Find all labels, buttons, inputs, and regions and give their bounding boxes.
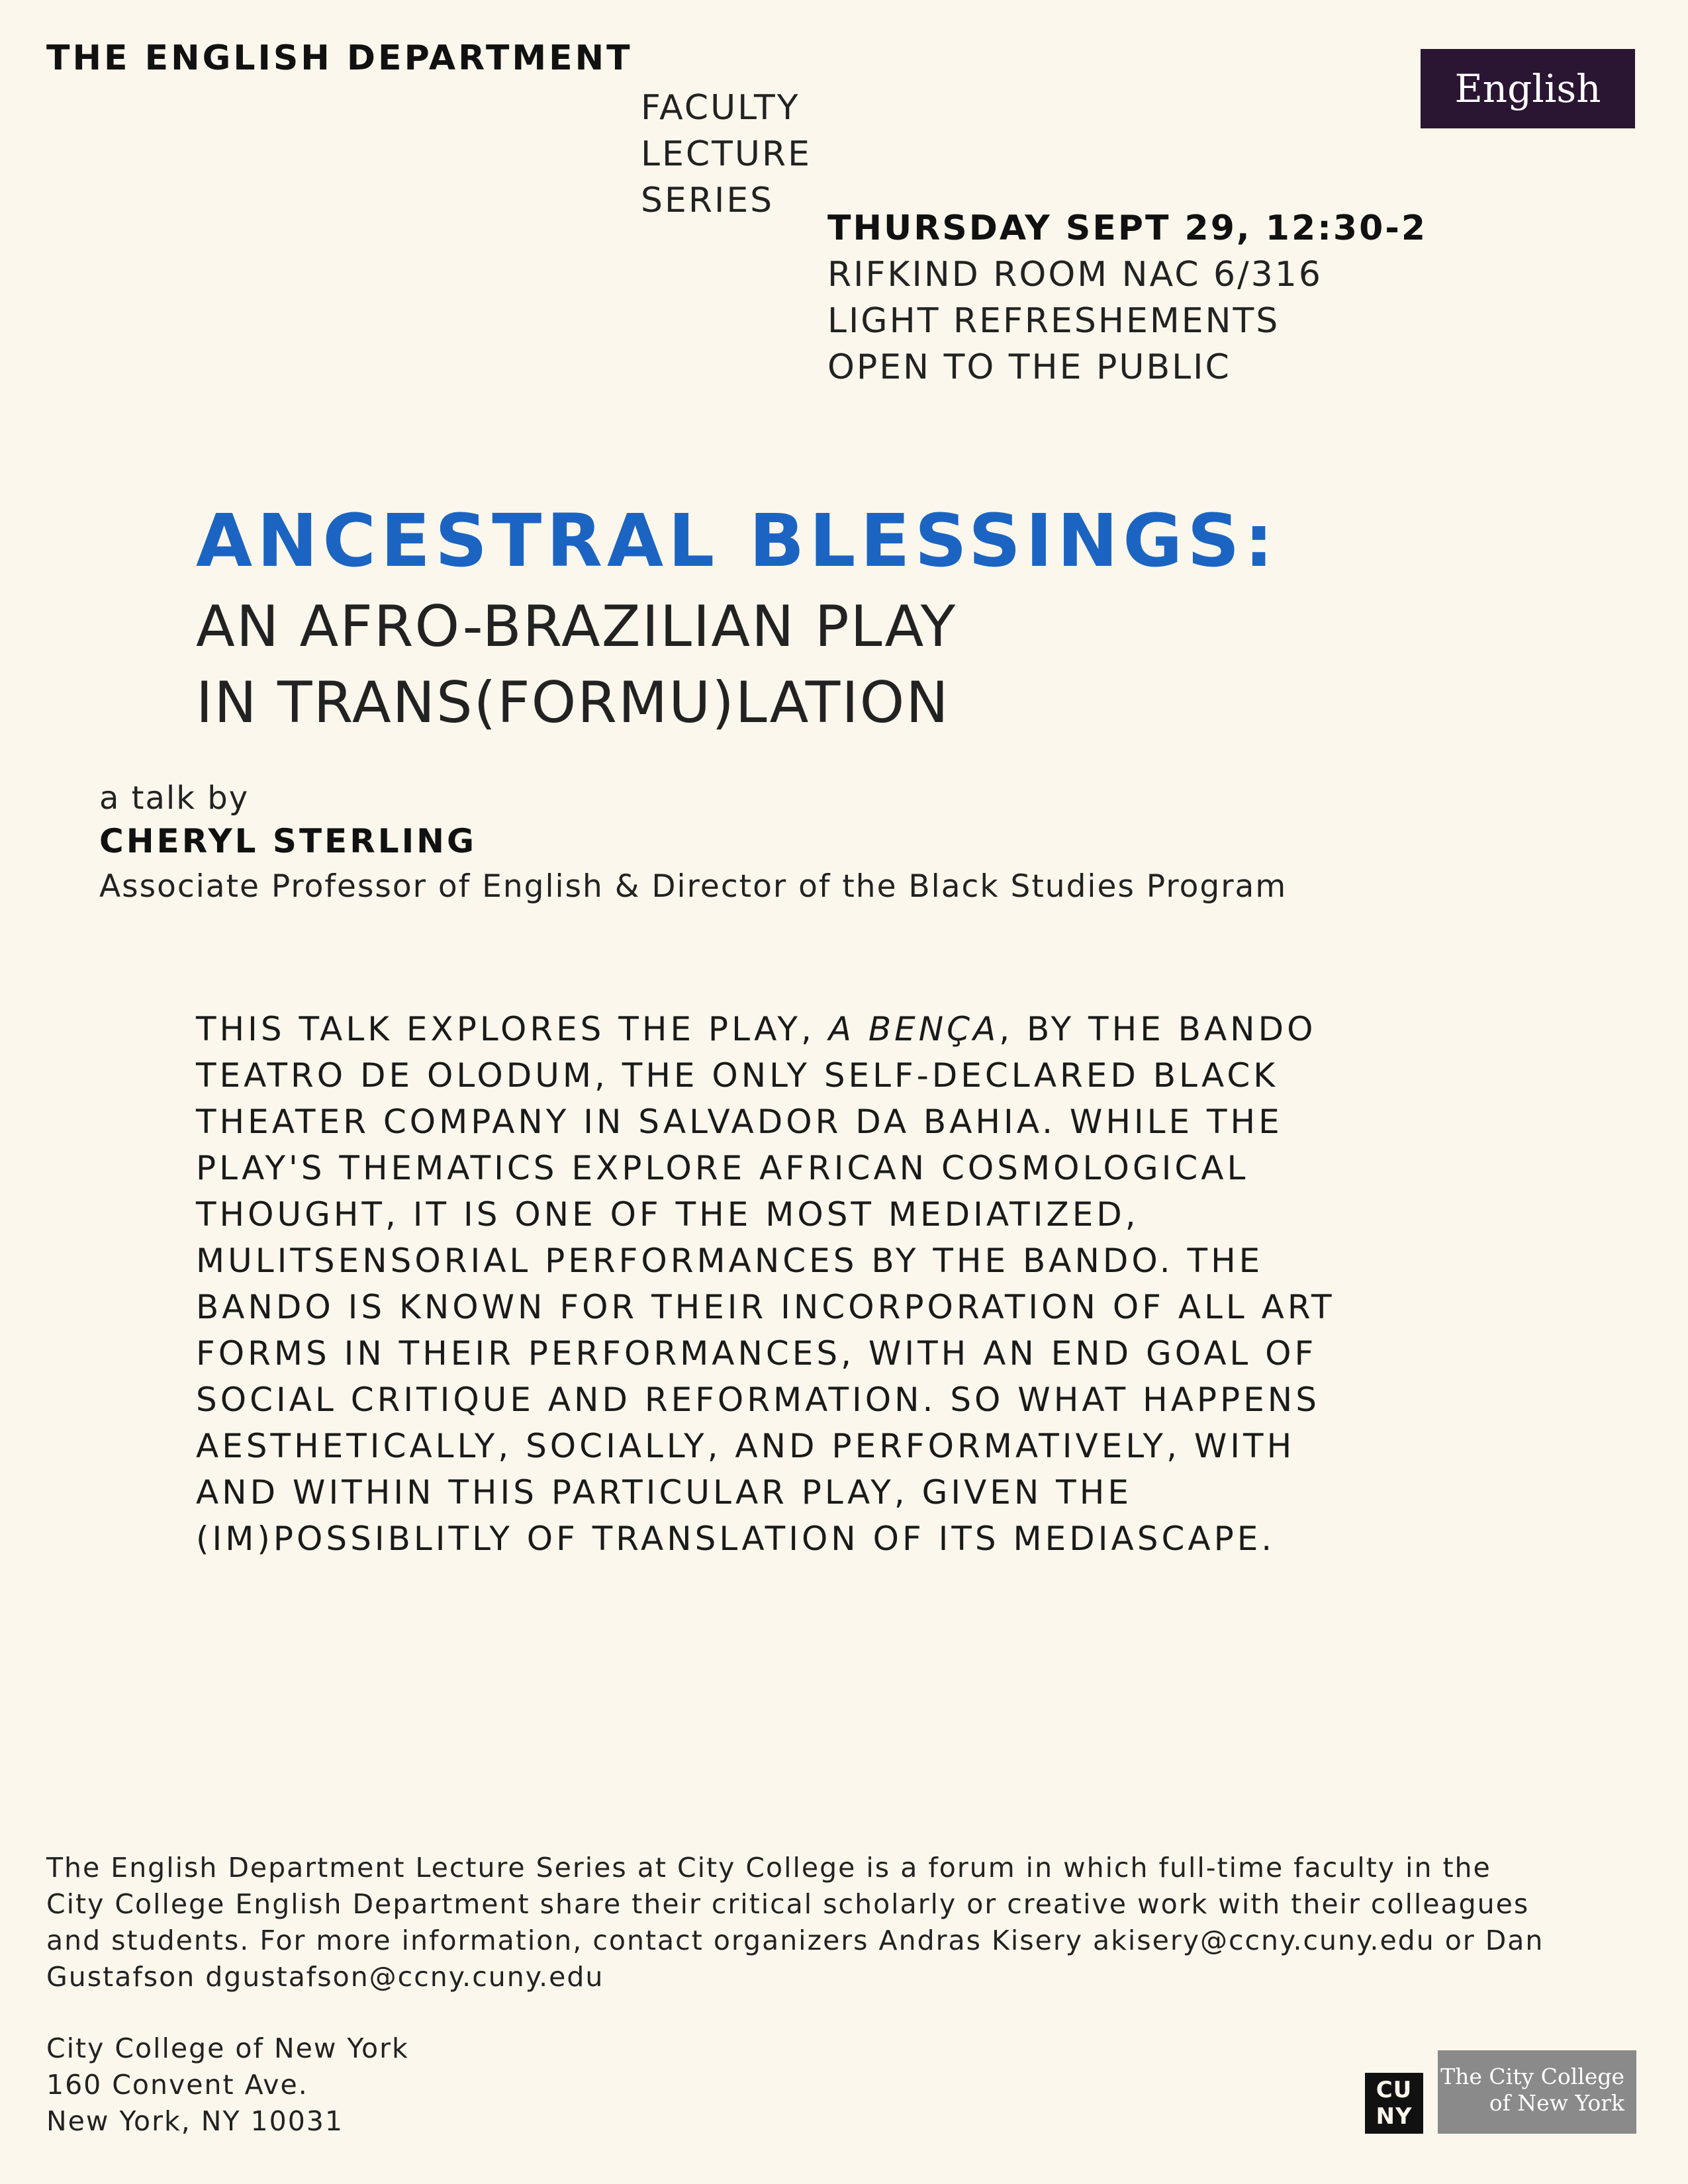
description-line: and students. For more information, contact organizers Andras Kisery akisery@ccny.cuny.edu or Dan: [46, 1925, 1544, 1956]
series-description: [46, 1850, 1648, 1995]
talk-subtitle: [196, 589, 957, 741]
description-line: City College English Department share their critical scholarly or creative work with their colleagues: [46, 1888, 1530, 1920]
series-line: LECTURE: [641, 134, 812, 174]
subtitle-line: AN AFRO-BRAZILIAN PLAY: [196, 594, 957, 660]
speaker-name: CHERYL STERLING: [99, 822, 477, 860]
description-line: The English Department Lecture Series at City College is a forum in which full-time faculty in the: [46, 1852, 1491, 1884]
abstract-line: FORMS IN THEIR PERFORMANCES, WITH AN END GOAL OF: [196, 1334, 1317, 1373]
event-refreshments: LIGHT REFRESHEMENTS: [827, 301, 1280, 341]
event-location: RIFKIND ROOM NAC 6/316: [827, 255, 1323, 295]
event-access: OPEN TO THE PUBLIC: [827, 347, 1231, 387]
speaker-affiliation: Associate Professor of English & Director of the Black Studies Program: [99, 868, 1288, 905]
abstract-text: , BY THE BANDO: [999, 1010, 1317, 1048]
abstract-line: AND WITHIN THIS PARTICULAR PLAY, GIVEN THE: [196, 1473, 1132, 1512]
ccny-logo: [1438, 2050, 1636, 2134]
abstract-line: MULITSENSORIAL PERFORMANCES BY THE BANDO. THE: [196, 1242, 1264, 1280]
event-date-time: THURSDAY SEPT 29, 12:30-2: [827, 208, 1428, 248]
cuny-logo-text: NY: [1376, 2103, 1413, 2130]
talk-by-label: a talk by: [99, 780, 250, 817]
talk-title: ANCESTRAL BLESSINGS:: [196, 498, 1278, 583]
address-line: City College of New York: [46, 2032, 409, 2064]
address-line: 160 Convent Ave.: [46, 2069, 308, 2101]
ccny-logo-text: of New York: [1489, 2090, 1624, 2116]
department-title: THE ENGLISH DEPARTMENT: [46, 38, 633, 78]
subtitle-line: IN TRANS(FORMU)LATION: [196, 670, 950, 736]
talk-abstract: [196, 1006, 1533, 1562]
abstract-line: SOCIAL CRITIQUE AND REFORMATION. SO WHAT HAPPENS: [196, 1381, 1320, 1419]
lecture-series-label: [641, 85, 812, 224]
address-line: New York, NY 10031: [46, 2105, 344, 2137]
abstract-line: [196, 1006, 1533, 1052]
abstract-line: THEATER COMPANY IN SALVADOR DA BAHIA. WHILE THE: [196, 1103, 1283, 1141]
abstract-line: THOUGHT, IT IS ONE OF THE MOST MEDIATIZED,: [196, 1195, 1139, 1234]
abstract-line: BANDO IS KNOWN FOR THEIR INCORPORATION OF ALL ART: [196, 1288, 1335, 1326]
description-line: Gustafson dgustafson@ccny.cuny.edu: [46, 1961, 604, 1993]
abstract-line: PLAY'S THEMATICS EXPLORE AFRICAN COSMOLOGICAL: [196, 1149, 1249, 1187]
abstract-line: AESTHETICALLY, SOCIALLY, AND PERFORMATIVELY, WITH: [196, 1427, 1295, 1465]
event-details: [827, 205, 1427, 390]
play-title: A BENÇA: [828, 1010, 1000, 1048]
ccny-logo-text: The City College: [1440, 2064, 1624, 2089]
series-line: FACULTY: [641, 88, 800, 128]
abstract-line: TEATRO DE OLODUM, THE ONLY SELF-DECLARED BLACK: [196, 1056, 1279, 1095]
series-line: SERIES: [641, 181, 774, 220]
address-block: [46, 2030, 409, 2140]
cuny-logo-text: CU: [1376, 2077, 1413, 2103]
cuny-logo: [1365, 2073, 1423, 2134]
abstract-line: (IM)POSSIBLITLY OF TRANSLATION OF ITS MEDIASCAPE.: [196, 1520, 1276, 1558]
english-badge: English: [1421, 49, 1635, 128]
abstract-text: THIS TALK EXPLORES THE PLAY,: [196, 1010, 829, 1048]
